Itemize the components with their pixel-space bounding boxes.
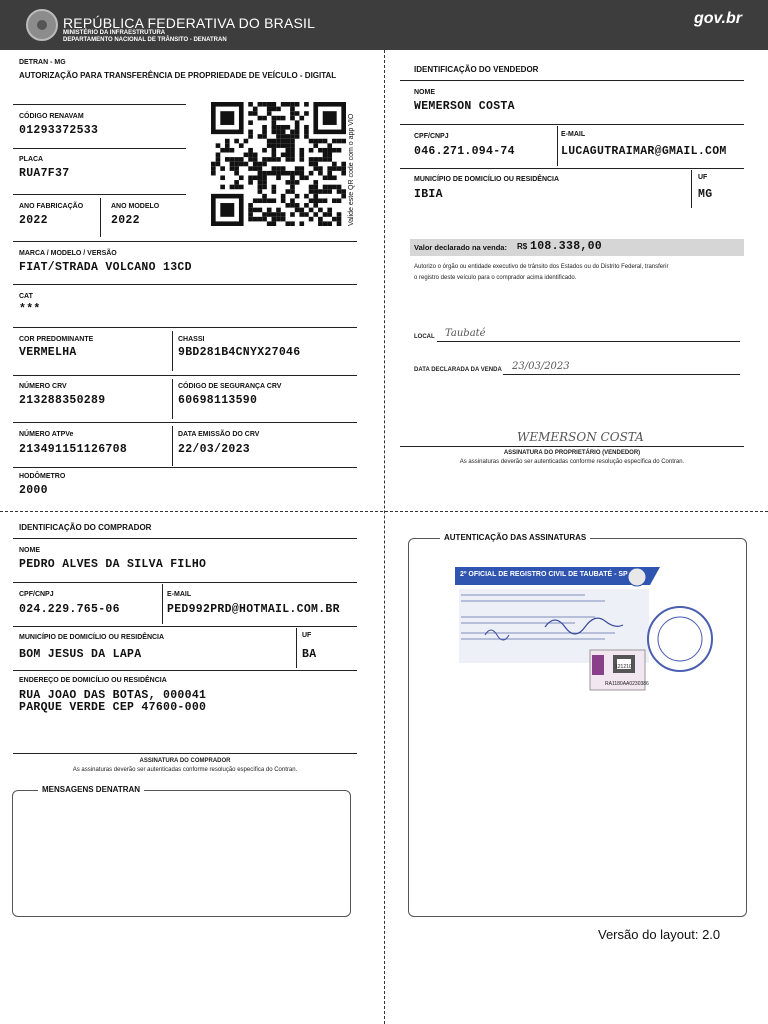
buyer-municipio-label: MUNICÍPIO DE DOMICÍLIO OU RESIDÊNCIA	[19, 634, 165, 641]
buyer-email-value: PED992PRD@HOTMAIL.COM.BR	[167, 603, 340, 616]
brazil-coat-of-arms-icon	[26, 9, 58, 41]
seller-name-value: WEMERSON COSTA	[414, 100, 515, 113]
chassi-value: 9BD281B4CNYX27046	[178, 346, 301, 359]
buyer-endereco-line-2: PARQUE VERDE CEP 47600-000	[19, 701, 207, 714]
divider	[400, 168, 744, 169]
hodometro-value: 2000	[19, 484, 48, 497]
marca-modelo-label: MARCA / MODELO / VERSÃO	[19, 250, 117, 257]
data-venda-label: DATA DECLARADA DA VENDA	[414, 367, 502, 373]
cor-value: VERMELHA	[19, 346, 77, 359]
divider	[400, 124, 744, 125]
data-venda-line	[503, 374, 740, 375]
vertical-cut-line	[384, 50, 385, 1024]
header-ministry: MINISTÉRIO DA INFRAESTRUTURA	[63, 30, 166, 36]
buyer-cpf-label: CPF/CNPJ	[19, 591, 54, 598]
divider	[13, 104, 186, 105]
crv-value: 213288350289	[19, 394, 106, 407]
divider	[400, 80, 744, 81]
govbr-logo[interactable]: gov.br	[693, 10, 742, 27]
stamp-seal-number: 121210	[615, 664, 632, 670]
issuer: DETRAN - MG	[19, 59, 66, 66]
buyer-name-label: NOME	[19, 547, 40, 554]
cat-value: ***	[19, 303, 41, 316]
mensagens-denatran-box	[12, 790, 351, 917]
divider	[13, 626, 357, 627]
divider	[691, 170, 692, 208]
stamp-office: 2º OFICIAL DE REGISTRO CIVIL DE TAUBATÉ - SP	[460, 571, 628, 578]
seller-email-label: E-MAIL	[561, 131, 586, 138]
qr-caption: Valide este QR code com o app VIO	[348, 113, 355, 226]
local-label: LOCAL	[414, 334, 435, 340]
buyer-sig-note: As assinaturas deverão ser autenticadas conforme resolução específica do Contran.	[72, 767, 298, 773]
seller-sig-note: As assinaturas deverão ser autenticadas conforme resolução específica do Contran.	[459, 459, 685, 465]
seller-municipio-value: IBIA	[414, 188, 443, 201]
seller-cpf-value: 046.271.094-74	[414, 145, 515, 158]
local-line	[437, 341, 740, 342]
chassi-label: CHASSI	[178, 336, 205, 343]
seg-crv-label: CÓDIGO DE SEGURANÇA CRV	[178, 383, 282, 390]
seller-signature: WEMERSON COSTA	[517, 430, 644, 444]
ano-modelo-label: ANO MODELO	[111, 203, 160, 210]
valor-value: 108.338,00	[530, 240, 603, 253]
divider	[13, 241, 357, 242]
data-venda-value: 23/03/2023	[512, 361, 570, 372]
atpve-value: 213491151126708	[19, 443, 128, 456]
divider	[162, 584, 163, 624]
seller-section-title: IDENTIFICAÇÃO DO VENDEDOR	[414, 65, 539, 74]
crv-label: NÚMERO CRV	[19, 383, 67, 390]
renavam-label: CÓDIGO RENAVAM	[19, 113, 84, 120]
seg-crv-value: 60698113590	[178, 394, 258, 407]
autorizo-text-1: Autorizo o órgão ou entidade executivo de trânsito dos Estados ou do Distrito Federal, transferir	[414, 264, 669, 270]
seller-uf-value: MG	[698, 188, 713, 201]
divider	[13, 582, 357, 583]
doc-title: AUTORIZAÇÃO PARA TRANSFERÊNCIA DE PROPRIEDADE DE VEÍCULO - DIGITAL	[19, 71, 337, 80]
buyer-sig-label: ASSINATURA DO COMPRADOR	[139, 758, 231, 764]
divider	[172, 331, 173, 371]
notary-stamp-graphic	[455, 565, 717, 695]
buyer-section-title: IDENTIFICAÇÃO DO COMPRADOR	[19, 523, 152, 532]
seller-email-value: LUCAGUTRAIMAR@GMAIL.COM	[561, 145, 727, 158]
placa-label: PLACA	[19, 156, 44, 163]
emissao-crv-value: 22/03/2023	[178, 443, 251, 456]
buyer-uf-label: UF	[302, 632, 312, 639]
header-title: REPÚBLICA FEDERATIVA DO BRASIL	[63, 15, 316, 31]
buyer-email-label: E-MAIL	[167, 591, 192, 598]
qr-code	[211, 102, 346, 226]
atpve-label: NÚMERO ATPVe	[19, 431, 74, 438]
seller-municipio-label: MUNICÍPIO DE DOMICÍLIO OU RESIDÊNCIA	[414, 176, 560, 183]
buyer-cpf-value: 024.229.765-06	[19, 603, 120, 616]
divider	[172, 426, 173, 466]
divider	[13, 670, 357, 671]
divider	[13, 538, 357, 539]
stamp-seal-code: RA1180AA0230386	[605, 681, 649, 687]
hodometro-label: HODÔMETRO	[19, 473, 66, 480]
cat-label: CAT	[19, 293, 33, 300]
seller-name-label: NOME	[414, 89, 435, 96]
ano-fabricacao-label: ANO FABRICAÇÃO	[19, 203, 84, 210]
signature-line	[13, 753, 357, 754]
mensagens-denatran-title: MENSAGENS DENATRAN	[38, 785, 144, 794]
buyer-endereco-line-1: RUA JOAO DAS BOTAS, 000041	[19, 689, 207, 702]
valor-label: Valor declarado na venda:	[414, 243, 507, 252]
divider	[296, 628, 297, 668]
autorizo-text-2: o registro deste veículo para o comprador acima identificado.	[414, 275, 577, 281]
emissao-crv-label: DATA EMISSÃO DO CRV	[178, 431, 260, 438]
buyer-uf-value: BA	[302, 648, 317, 661]
divider	[13, 327, 357, 328]
divider	[100, 198, 101, 237]
divider	[13, 148, 186, 149]
ano-fabricacao-value: 2022	[19, 214, 48, 227]
signature-line	[400, 446, 744, 447]
placa-value: RUA7F37	[19, 167, 70, 180]
horizontal-cut-line	[0, 511, 768, 512]
ano-modelo-value: 2022	[111, 214, 140, 227]
seller-sig-label: ASSINATURA DO PROPRIETÁRIO (VENDEDOR)	[503, 450, 641, 456]
seller-uf-label: UF	[698, 174, 708, 181]
seller-cpf-label: CPF/CNPJ	[414, 133, 449, 140]
valor-currency: R$	[517, 242, 528, 251]
divider	[13, 194, 186, 195]
buyer-name-value: PEDRO ALVES DA SILVA FILHO	[19, 558, 207, 571]
marca-modelo-value: FIAT/STRADA VOLCANO 13CD	[19, 261, 192, 274]
autenticacao-title: AUTENTICAÇÃO DAS ASSINATURAS	[440, 533, 590, 542]
divider	[13, 467, 357, 468]
local-value: Taubaté	[445, 328, 486, 339]
divider	[13, 284, 357, 285]
divider	[13, 375, 357, 376]
renavam-value: 01293372533	[19, 124, 99, 137]
divider	[172, 379, 173, 419]
layout-version: Versão do layout: 2.0	[598, 927, 721, 942]
header-department: DEPARTAMENTO NACIONAL DE TRÂNSITO - DENATRAN	[63, 37, 227, 43]
buyer-endereco-label: ENDEREÇO DE DOMICÍLIO OU RESIDÊNCIA	[19, 677, 167, 684]
cor-label: COR PREDOMINANTE	[19, 336, 94, 343]
divider	[13, 422, 357, 423]
divider	[557, 126, 558, 166]
notary-stamp	[455, 565, 717, 695]
gov-header	[0, 0, 768, 50]
buyer-municipio-value: BOM JESUS DA LAPA	[19, 648, 142, 661]
